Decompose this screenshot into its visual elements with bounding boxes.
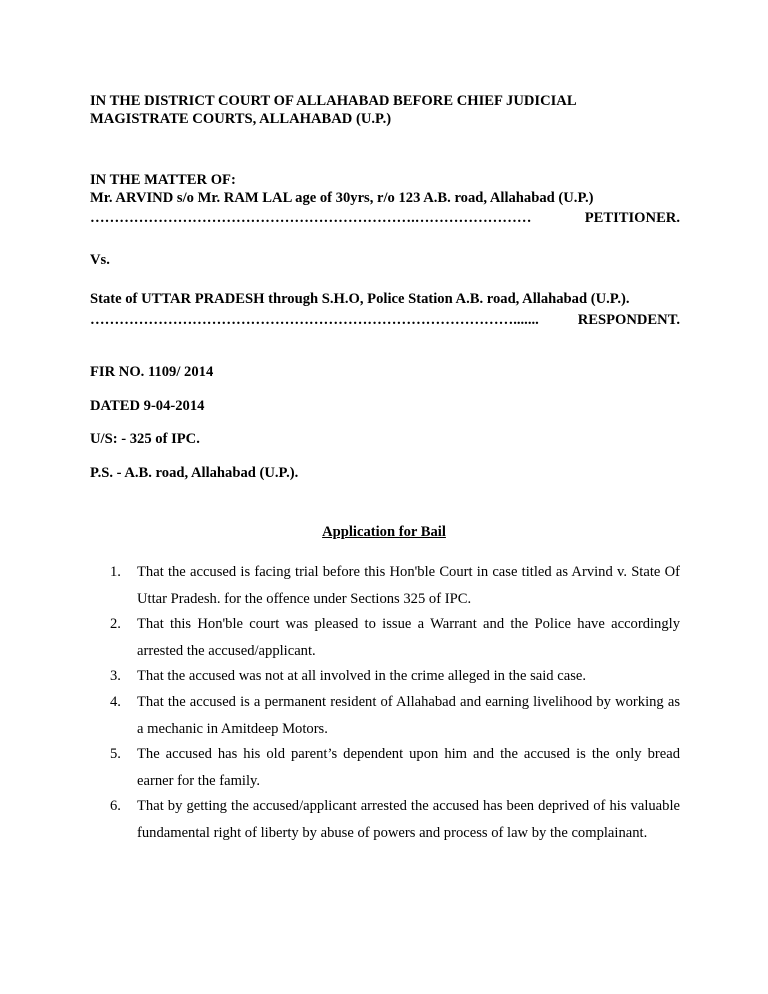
list-item-number: 5.	[110, 746, 121, 762]
court-title-line-2: MAGISTRATE COURTS, ALLAHABAD (U.P.)	[90, 111, 392, 127]
list-item-number: 2.	[110, 616, 121, 632]
list-item	[110, 559, 680, 612]
list-item	[110, 793, 680, 846]
petitioner-role: PETITIONER.	[584, 210, 680, 226]
versus-label: Vs.	[90, 252, 110, 268]
application-title	[0, 524, 768, 541]
fir-number: FIR NO. 1109/ 2014	[90, 364, 214, 380]
list-item-text: That this Hon'ble court was pleased to issue a Warrant and the Police have accordingly arrested the accused/applicant.	[137, 616, 680, 659]
respondent-dots: …………………………………………………………………………….......	[90, 312, 539, 328]
respondent-line	[90, 311, 680, 329]
fir-date: DATED 9-04-2014	[90, 398, 205, 414]
list-item	[110, 611, 680, 664]
list-item-text: That the accused was not at all involved in the crime alleged in the said case.	[137, 668, 587, 684]
list-item-number: 6.	[110, 798, 121, 814]
respondent-details: State of UTTAR PRADESH through S.H.O, Police Station A.B. road, Allahabad (U.P.).	[90, 291, 630, 307]
petitioner-details: Mr. ARVIND s/o Mr. RAM LAL age of 30yrs, r/o 123 A.B. road, Allahabad (U.P.)	[90, 190, 594, 206]
police-station: P.S. - A.B. road, Allahabad (U.P.).	[90, 465, 299, 481]
list-item	[110, 741, 680, 794]
list-item-text: The accused has his old parent’s dependent upon him and the accused is the only bread earner for the family.	[137, 746, 680, 789]
petitioner-dots: ………………………………………………………….……………………	[90, 210, 532, 226]
list-item	[110, 663, 680, 690]
list-item-text: That the accused is facing trial before this Hon'ble Court in case titled as Arvind v. State Of Uttar Pradesh. for the offence under Sections 325 of IPC.	[137, 564, 680, 607]
petitioner-line	[90, 209, 680, 227]
list-item-number: 4.	[110, 694, 121, 710]
list-item-text: That by getting the accused/applicant arrested the accused has been deprived of his valuable fundamental right of liberty by abuse of powers and process of law by the complainant.	[137, 798, 680, 841]
list-item-number: 3.	[110, 668, 121, 684]
matter-label: IN THE MATTER OF:	[90, 172, 236, 188]
list-item-text: That the accused is a permanent resident of Allahabad and earning livelihood by working as a mechanic in Amitdeep Motors.	[137, 694, 680, 737]
application-title-text: Application for Bail	[322, 524, 446, 540]
list-item-number: 1.	[110, 564, 121, 580]
respondent-role: RESPONDENT.	[577, 312, 680, 328]
list-item	[110, 689, 680, 742]
ipc-section: U/S: - 325 of IPC.	[90, 431, 200, 447]
court-title-line-1: IN THE DISTRICT COURT OF ALLAHABAD BEFORE CHIEF JUDICIAL	[90, 93, 577, 109]
